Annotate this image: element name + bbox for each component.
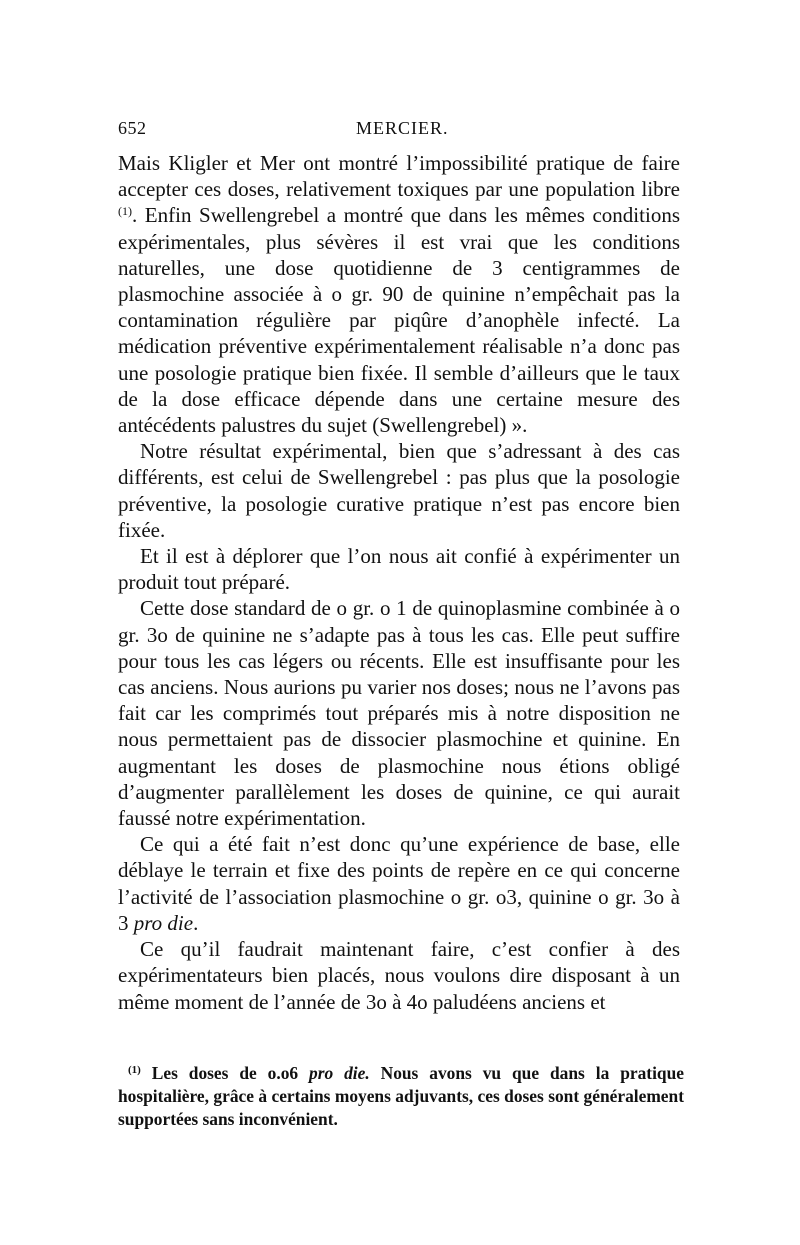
footnote-1 bbox=[118, 1062, 684, 1131]
page-number: 652 bbox=[118, 118, 147, 138]
paragraph-4: Cette dose standard de o gr. o 1 de quinoplasmine combinée à o gr. 3o de quinine ne s’adapte pas à tous les cas. Elle peut suffire pour tous les cas légers ou récents. Elle est insuffisante pour les cas anciens. Nous aurions pu varier nos doses; nous ne l’avons pas fait car les comprimés tout préparés mis à notre disposition ne nous permettaient pas de dissocier plasmochine et quinine. En augmentant les doses de plasmochine nous étions obligé d’augmenter parallèlement les doses de quinine, ce qui aurait faussé notre expérimentation. bbox=[118, 596, 680, 831]
footnote-reference: (1) bbox=[118, 204, 132, 219]
footnotes bbox=[118, 1062, 684, 1131]
paragraph-3: Et il est à déplorer que l’on nous ait confié à expérimenter un produit tout préparé. bbox=[118, 544, 680, 595]
paragraph-5-text-b: . bbox=[193, 910, 199, 935]
footnote-text-a: Les doses de o.o6 bbox=[140, 1063, 310, 1083]
footnote-marker: (1) bbox=[128, 1064, 141, 1076]
paragraph-5-text-a: Ce qui a été fait n’est donc qu’une expérience de base, elle déblaye le terrain et fixe des points de repère en ce qui concerne l’activité de l’association plasmochine o gr. o3, quinine o gr. 3o à 3 bbox=[118, 832, 680, 935]
paragraph-6: Ce qu’il faudrait maintenant faire, c’est confier à des expérimentateurs bien placés, nous voulons dire disposant à un même moment de l’année de 3o à 4o paludéens anciens et bbox=[118, 937, 680, 1014]
body-text bbox=[118, 150, 680, 1015]
paragraph-2: Notre résultat expérimental, bien que s’adressant à des cas différents, est celui de Swellengrebel : pas plus que la posologie préventive, la posologie curative pratique n’est pas encore bien fixée. bbox=[118, 439, 680, 542]
paragraph-1 bbox=[118, 150, 680, 438]
running-header bbox=[118, 118, 680, 146]
running-title: MERCIER. bbox=[356, 118, 449, 138]
paragraph-5 bbox=[118, 831, 680, 936]
paragraph-1-text-b: . Enfin Swellengrebel a montré que dans les mêmes conditions expérimentales, plus sévères il est vrai que les conditions naturelles, une dose quotidienne de 3 centigrammes de plasmochine associée à o gr. 90 de quinine n’empêchait pas la contamination régulière par piqûre d’anophèle infecté. La médication préventive expérimentalement réalisable n’a donc pas une posologie pratique bien fixée. Il semble d’ailleurs que le taux de la dose efficace dépende dans une certaine mesure des antécédents palustres du sujet (Swellengrebel) ». bbox=[118, 203, 680, 438]
paragraph-1-text-a: Mais Kligler et Mer ont montré l’impossibilité pratique de faire accepter ces doses, relativement toxiques par une population libre bbox=[118, 151, 680, 202]
footnote-italic: pro die. bbox=[309, 1063, 370, 1083]
paragraph-5-italic: pro die bbox=[133, 910, 194, 935]
footnote-text-b: Nous avons vu que dans la pratique hospitalière, grâce à certains moyens adjuvants, ces doses sont généralement supportées sans inconvénient. bbox=[118, 1063, 684, 1129]
document-page bbox=[118, 118, 680, 1015]
